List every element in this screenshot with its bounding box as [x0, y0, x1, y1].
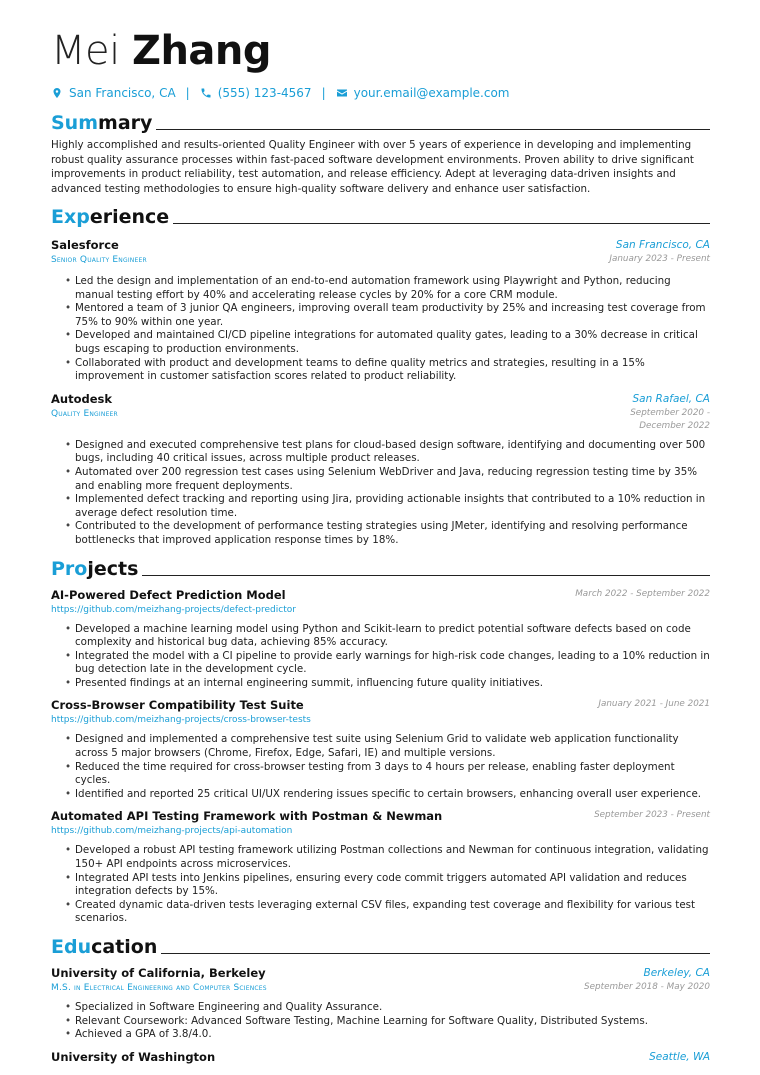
phone-icon [200, 87, 212, 99]
project-entry [51, 809, 710, 926]
experience-entry [51, 238, 710, 384]
section-title-highlight: Sum [51, 112, 99, 134]
project-name: AI-Powered Defect Prediction Model [51, 587, 286, 602]
bullet-item: • Identified and reported 25 critical UI/UX rendering issues specific to certain browsers, enhancing overall user experience. [75, 788, 710, 802]
section-rule [173, 223, 710, 224]
bullet-item: • Led the design and implementation of an end-to-end automation framework using Playwright and Python, reducing manual testing effort by 40% and accelerating release cycles by 20% for a core CRM module. [75, 275, 710, 302]
bullet-item: • Integrated the model with a CI pipeline to provide early warnings for high-risk code changes, leading to a 10% reduction in bug detection late in the development cycle. [75, 650, 710, 677]
section-title-rest: erience [89, 206, 170, 228]
bullet-item: • Implemented defect tracking and reporting using Jira, providing actionable insights that contributed to a 10% reduction in average defect resolution time. [75, 493, 710, 520]
bullet-list [51, 844, 710, 926]
bullet-list [51, 275, 710, 384]
bullet-item: • Specialized in Software Engineering and Quality Assurance. [75, 1001, 710, 1015]
map-marker-icon [51, 87, 63, 99]
section-title-highlight: Exp [51, 206, 90, 228]
bullet-list [51, 623, 710, 691]
entry-dates: September 2020 - December 2022 [630, 407, 710, 431]
bullet-item: • Integrated API tests into Jenkins pipelines, ensuring every code commit triggers automated API validation and reduces integration defects by 15%. [75, 872, 710, 899]
bullet-item: • Automated over 200 regression test cases using Selenium WebDriver and Java, reducing regression testing time by 35% and enabling more frequent deployments. [75, 466, 710, 493]
section-title [51, 936, 157, 958]
section-rule [156, 129, 710, 130]
education-entry [51, 966, 710, 1042]
bullet-item: • Collaborated with product and development teams to define quality metrics and strategies, resulting in a 15% improvement in customer satisfaction scores related to product reliability. [75, 357, 710, 384]
entry-location: Seattle, WA [649, 1050, 710, 1063]
project-entry [51, 698, 710, 801]
section-title-rest: jects [87, 557, 139, 580]
bullet-item: • Developed and maintained CI/CD pipeline integrations for automated quality gates, leading to a 30% decrease in critical bugs escaping to production environments. [75, 329, 710, 356]
entry-dates: March 2022 - September 2022 [575, 588, 710, 599]
section-rule [161, 953, 710, 954]
experience-entry [51, 392, 710, 548]
degree: M.S. in Electrical Engineering and Computer Sciences [51, 983, 267, 993]
section-title-rest: cation [91, 936, 158, 958]
bullet-list [51, 439, 710, 548]
entry-location: San Rafael, CA [632, 392, 710, 405]
section-title-highlight: Edu [51, 936, 92, 958]
experience-section-header [51, 202, 710, 228]
education-entry [51, 1050, 710, 1065]
company-name: Autodesk [51, 391, 113, 406]
contact-phone[interactable] [200, 86, 312, 100]
bullet-item: • Mentored a team of 3 junior QA engineers, improving overall team productivity by 25% and increasing test coverage from 75% to 90% within one year. [75, 302, 710, 329]
bullet-item: • Created dynamic data-driven tests leveraging external CSV files, expanding test coverage and flexibility for various test scenarios. [75, 899, 710, 926]
project-link[interactable]: https://github.com/meizhang-projects/defect-predictor [51, 604, 296, 615]
project-name: Automated API Testing Framework with Postman & Newman [51, 809, 443, 824]
bullet-item: • Reduced the time required for cross-browser testing from 3 days to 4 hours per release, enabling faster deployment cycles. [75, 761, 710, 788]
entry-dates: September 2018 - May 2020 [584, 982, 710, 992]
education-section-header [51, 932, 710, 958]
first-name: Mei [51, 28, 120, 74]
entry-dates: January 2021 - June 2021 [598, 699, 710, 710]
email-text: your.email@example.com [353, 86, 510, 100]
school-name: University of California, Berkeley [51, 966, 266, 980]
bullet-item: • Developed a machine learning model using Python and Scikit-learn to predict potential software defects based on code complexity and historical bug data, achieving 85% accuracy. [75, 623, 710, 650]
summary-text: Highly accomplished and results-oriented Quality Engineer with over 5 years of experience in developing and implementing robust quality assurance processes within fast-paced software development environments. Proven ability to drive significant improvements in product reliability, test automation, and release efficiency. Adept at leveraging data-driven insights and advanced testing methodologies to ensure high-quality software delivery and enhance user satisfaction. [51, 139, 694, 195]
school-name: University of Washington [51, 1049, 216, 1064]
job-title: Senior Quality Engineer [51, 255, 147, 265]
job-title: Quality Engineer [51, 408, 118, 419]
entry-dates: September 2023 - Present [594, 810, 710, 821]
contact-line [51, 84, 710, 102]
bullet-list [51, 733, 710, 801]
bullet-item: • Achieved a GPA of 3.8/4.0. [75, 1028, 710, 1042]
contact-location [51, 86, 176, 100]
location-text: San Francisco, CA [69, 86, 176, 100]
bullet-item: • Designed and implemented a comprehensive test suite using Selenium Grid to validate web application functionality across 5 major browsers (Chrome, Firefox, Edge, Safari, IE) and multiple versions. [75, 733, 710, 760]
project-name: Cross-Browser Compatibility Test Suite [51, 698, 304, 713]
section-title [51, 558, 138, 580]
bullet-item: • Contributed to the development of performance testing strategies using JMeter, identifying and resolving performance bottlenecks that improved application response times by 18%. [75, 520, 710, 547]
bullet-item: • Presented findings at an internal engineering summit, influencing future quality initiatives. [75, 677, 710, 691]
summary-section-header [51, 108, 710, 134]
section-title [51, 112, 152, 134]
contact-separator: | [185, 86, 190, 100]
project-link[interactable]: https://github.com/meizhang-projects/cross-browser-tests [51, 715, 311, 726]
project-link[interactable]: https://github.com/meizhang-projects/api-automation [51, 826, 293, 837]
project-entry [51, 588, 710, 691]
section-rule [142, 575, 710, 576]
entry-dates: January 2023 - Present [609, 254, 710, 264]
section-title-rest: mary [98, 112, 153, 134]
contact-separator: | [321, 86, 326, 100]
entry-location: San Francisco, CA [615, 239, 710, 251]
phone-text: (555) 123-4567 [217, 86, 312, 100]
section-title-highlight: Pro [51, 557, 88, 580]
last-name: Zhang [131, 28, 272, 74]
bullet-list [51, 1001, 710, 1042]
entry-location: Berkeley, CA [643, 967, 710, 979]
candidate-name [51, 26, 710, 78]
envelope-icon [336, 87, 348, 99]
bullet-item: • Developed a robust API testing framework utilizing Postman collections and Newman for continuous integration, validating 150+ API endpoints across microservices. [75, 844, 710, 871]
resume-page [51, 26, 710, 1065]
section-title [51, 206, 169, 228]
bullet-item: • Designed and executed comprehensive test plans for cloud-based design software, identifying and documenting over 500 bugs, including 40 critical issues, across multiple product releases. [75, 439, 710, 466]
projects-section-header [51, 554, 710, 580]
bullet-item: • Relevant Coursework: Advanced Software Testing, Machine Learning for Software Quality, Distributed Systems. [75, 1015, 710, 1029]
company-name: Salesforce [51, 238, 119, 252]
contact-email[interactable] [336, 86, 510, 100]
